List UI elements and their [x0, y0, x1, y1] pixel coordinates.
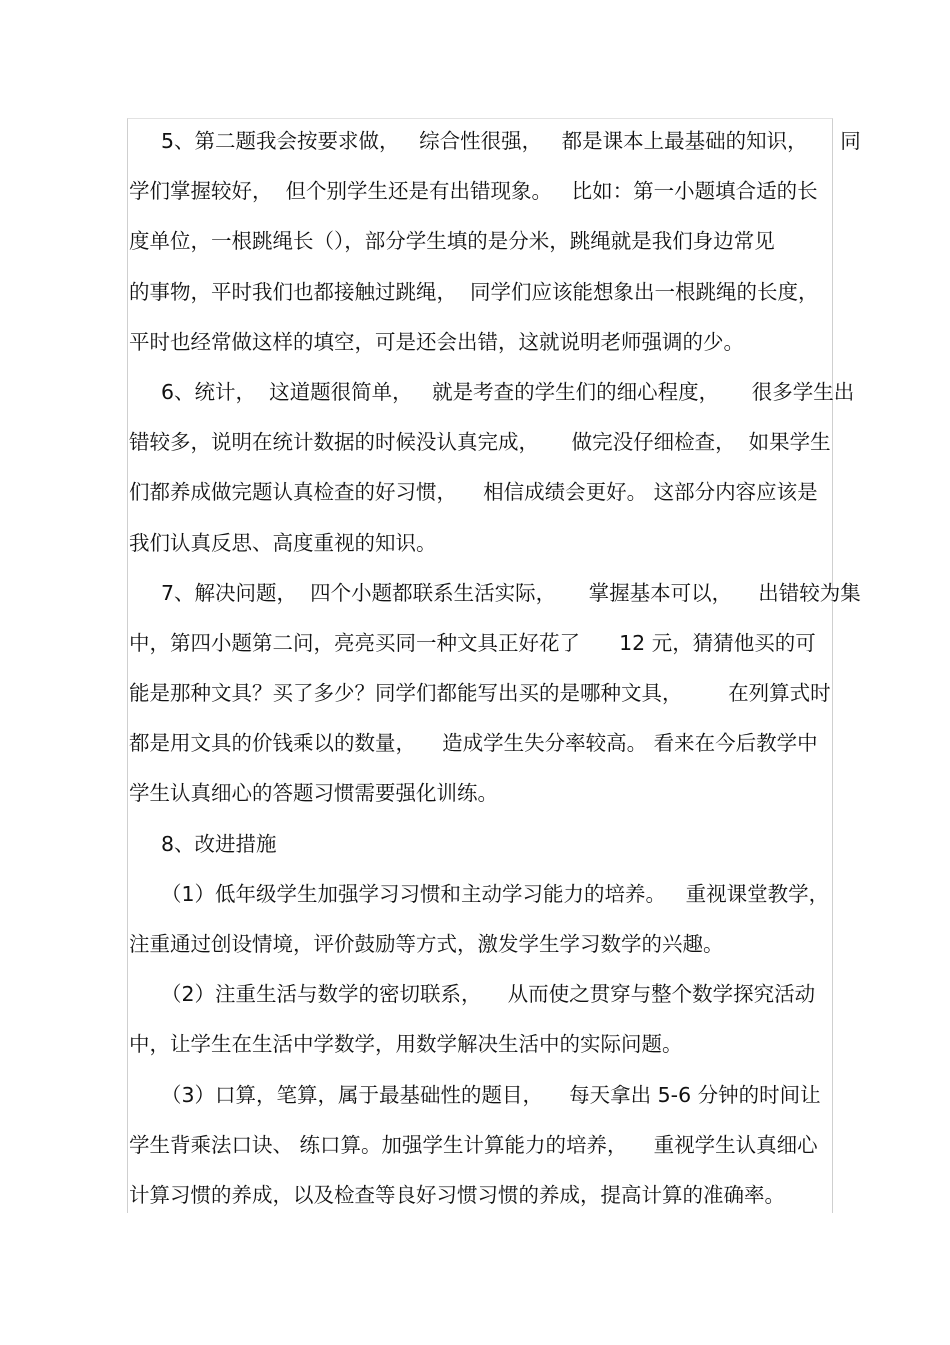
text-line: 我们认真反思、高度重视的知识。 [129, 530, 437, 555]
text-line: 中，第四小题第二问，亮亮买同一种文具正好花了 12 元，猜猜他买的可 [129, 630, 816, 655]
text-line: 能是那种文具？买了多少？同学们都能写出买的是哪种文具， 在列算式时 [129, 681, 831, 706]
text-line: （2）注重生活与数学的密切联系， 从而使之贯穿与整个数学探究活动 [161, 982, 816, 1007]
text-line: （1）低年级学生加强学习习惯和主动学习能力的培养。 重视课堂教学， [161, 881, 830, 906]
text-line: 度单位，一根跳绳长（），部分学生填的是分米，跳绳就是我们身边常见 [129, 229, 775, 254]
text-line: （3）口算，笔算，属于最基础性的题目， 每天拿出 5-6 分钟的时间让 [161, 1082, 821, 1107]
text-line: 5、第二题我会按要求做， 综合性很强， 都是课本上最基础的知识， 同 [161, 129, 861, 153]
text-line: 学生背乘法口诀、 练口算。加强学生计算能力的培养， 重视学生认真细心 [129, 1132, 818, 1157]
text-line: 注重通过创设情境，评价鼓励等方式，激发学生学习数学的兴趣。 [129, 932, 724, 956]
text-line: 学生认真细心的答题习惯需要强化训练。 [129, 781, 498, 806]
text-line: 错较多，说明在统计数据的时候没认真完成， 做完没仔细检查， 如果学生 [129, 430, 831, 455]
text-line: 都是用文具的价钱乘以的数量， 造成学生失分率较高。 看来在今后教学中 [129, 731, 818, 756]
text-line: 计算习惯的养成，以及检查等良好习惯习惯的养成，提高计算的准确率。 [129, 1182, 785, 1207]
text-line: 6、统计， 这道题很简单， 就是考查的学生们的细心程度， 很多学生出 [161, 379, 855, 404]
text-line: 中，让学生在生活中学数学，用数学解决生活中的实际问题。 [129, 1032, 683, 1057]
text-line: 学们掌握较好， 但个别学生还是有出错现象。 比如：第一小题填合适的长 [129, 179, 818, 204]
text-line: 的事物，平时我们也都接触过跳绳， 同学们应该能想象出一根跳绳的长度， [129, 279, 819, 304]
text-line: 8、改进措施 [161, 831, 277, 856]
document-body [129, 116, 861, 1220]
text-line: 们都养成做完题认真检查的好习惯， 相信成绩会更好。 这部分内容应该是 [129, 480, 818, 505]
text-line: 平时也经常做这样的填空，可是还会出错，这就说明老师强调的少。 [129, 329, 744, 354]
text-line: 7、解决问题， 四个小题都联系生活实际， 掌握基本可以， 出错较为集 [161, 580, 861, 605]
